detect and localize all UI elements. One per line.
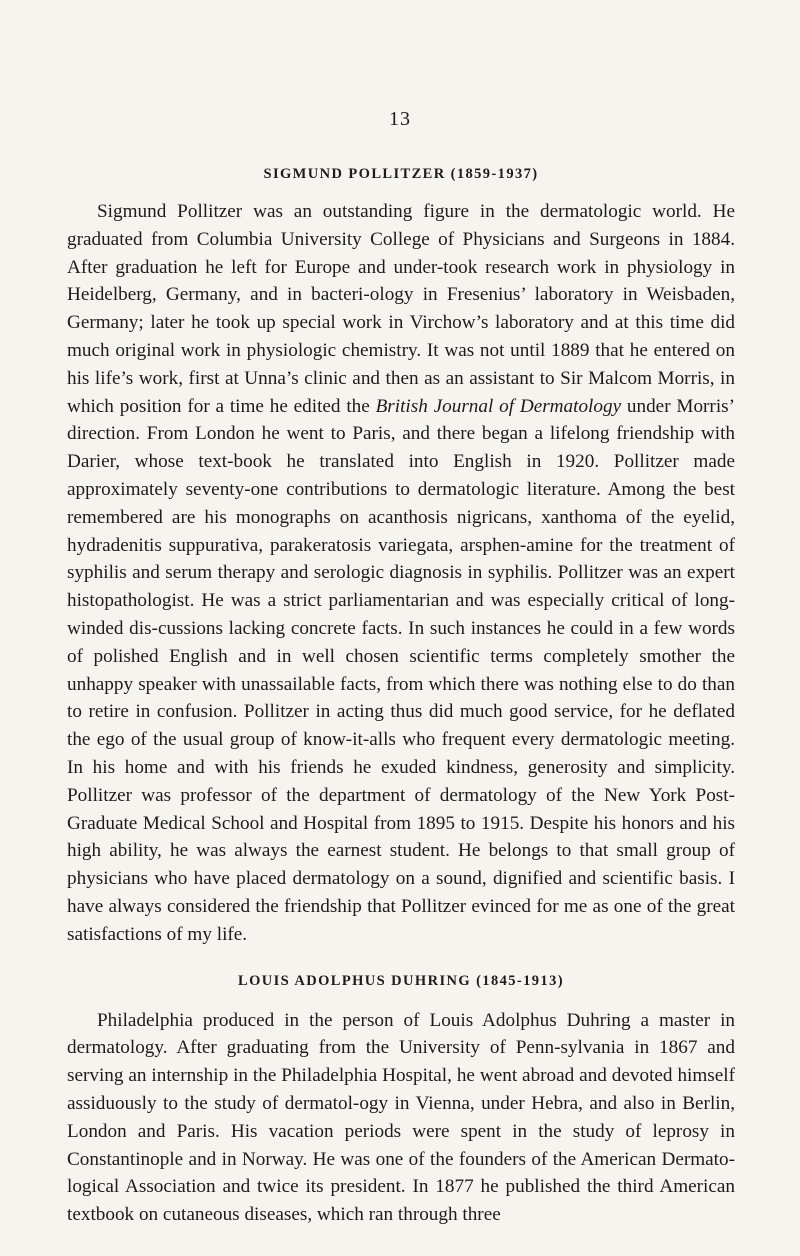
journal-title: British Journal of Dermatology xyxy=(375,395,622,417)
pollitzer-text-part-1: Sigmund Pollitzer was an outstanding figure in the dermatologic world. He graduated from Columbia University College of Physicians and Surgeons in 1884. After graduation he left for Europe and under-took research work in physiology in Heidelberg, Germany, and in bacteri-ology in Fresenius’ laboratory in Weisbaden, Germany; later he took up special work in Virchow’s laboratory and at this time did much original work in physiologic chemistry. It was not until 1889 that he entered on his life’s work, first at Unna’s clinic and then as an assistant to Sir Malcom Morris, in which position for a time he edited the xyxy=(67,201,735,417)
pollitzer-paragraph xyxy=(67,198,735,949)
section-heading-pollitzer: SIGMUND POLLITZER (1859-1937) xyxy=(263,166,539,182)
pollitzer-text-part-2: under Morris’ direction. From London he went to Paris, and there began a lifelong friendship with Darier, whose text-book he translated into English in 1920. Pollitzer made approximately seventy-one contributions to dermatologic literature. Among the best remembered are his monographs on acanthosis nigricans, xanthoma of the eyelid, hydradenitis suppurativa, parakeratosis variegata, arsphen-amine for the treatment of syphilis and serum therapy and serologic diagnosis in syphilis. Pollitzer was an expert histopathologist. He was a strict parliamentarian and was especially critical of long-winded dis-cussions lacking concrete facts. In such instances he could in a few words of polished English and in well chosen scientific terms completely smother the unhappy speaker with unassailable facts, from which there was nothing else to do than to retire in confusion. Pollitzer in acting thus did much good service, for he deflated the ego of the usual group of know-it-alls who frequent every dermatologic meeting. In his home and with his friends he exuded kindness, generosity and simplicity. Pollitzer was professor of the department of dermatology of the New York Post-Graduate Medical School and Hospital from 1895 to 1915. Despite his honors and his high ability, he was always the earnest student. He belongs to that small group of physicians who have placed dermatology on a sound, dignified and scientific basis. I have always considered the friendship that Pollitzer evinced for me as one of the great satisfactions of my life. xyxy=(67,395,736,945)
duhring-paragraph: Philadelphia produced in the person of Louis Adolphus Duhring a master in dermatology. After graduating from the University of Penn-sylvania in 1867 and serving an internship in the Philadelphia Hospital, he went abroad and devoted himself assiduously to the study of dermatol-ogy in Vienna, under Hebra, and also in Berlin, London and Paris. His vacation periods were spent in the study of leprosy in Constantinople and in Norway. He was one of the founders of the American Dermato-logical Association and twice its president. In 1877 he published the third American textbook on cutaneous diseases, which ran through three xyxy=(67,1009,735,1226)
section-heading-duhring: LOUIS ADOLPHUS DUHRING (1845-1913) xyxy=(238,972,564,989)
page-number: 13 xyxy=(389,108,411,130)
page-content xyxy=(67,160,735,1229)
